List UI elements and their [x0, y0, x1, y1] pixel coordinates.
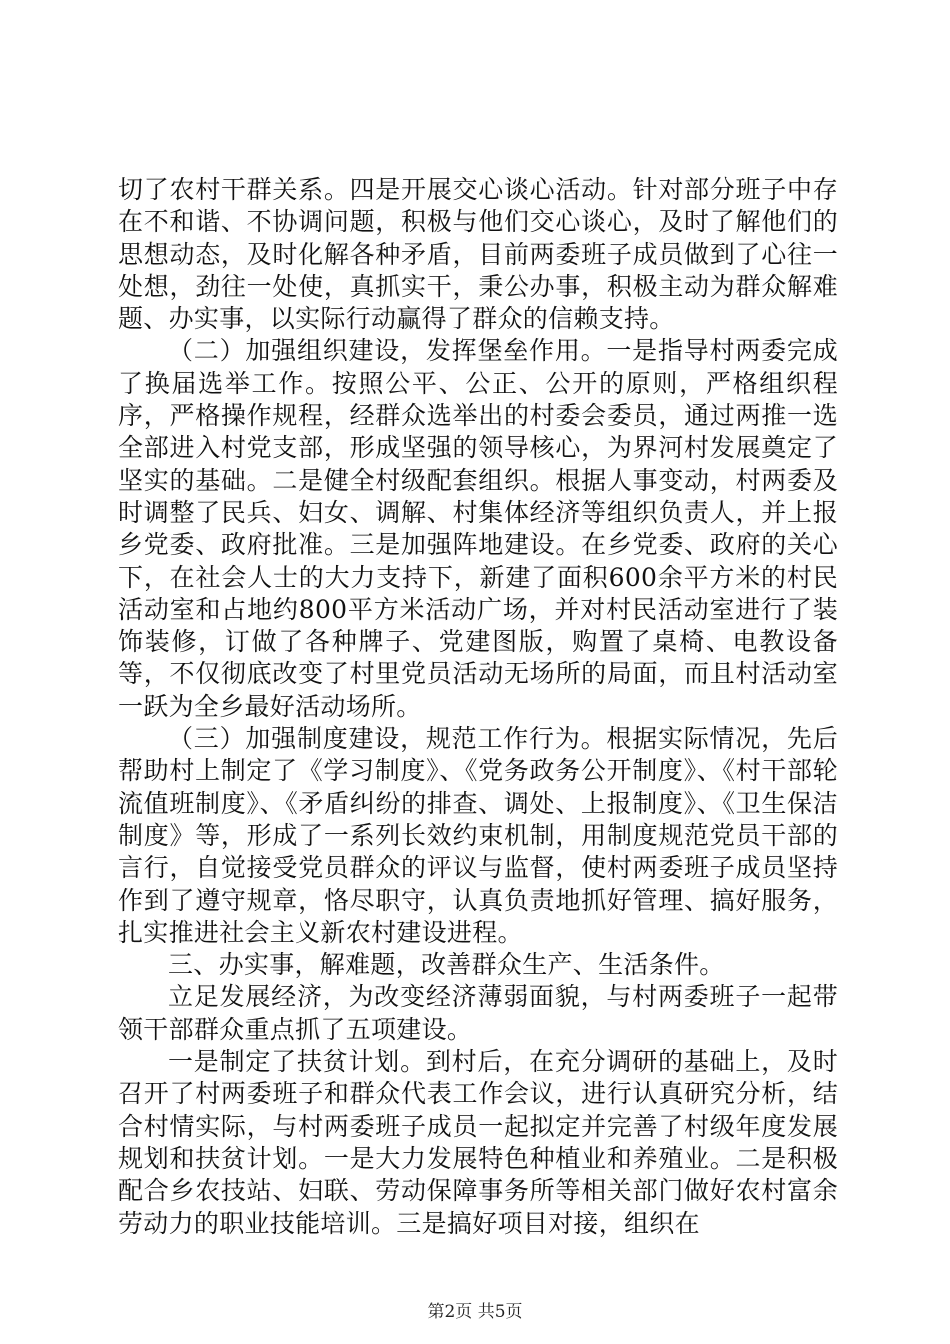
page-number-footer: 第2页 共5页 [427, 1302, 523, 1322]
document-body [118, 174, 838, 1240]
paragraph-4: 三、办实事，解难题，改善群众生产、生活条件。 [168, 950, 725, 980]
paragraph-1: 切了农村干群关系。四是开展交心谈心活动。针对部分班子中存在不和谐、不协调问题，积极与他们交心谈心，及时了解他们的思想动态，及时化解各种矛盾，目前两委班子成员做到了心往一处想，劲往一处使，真抓实干，秉公办事，积极主动为群众解难题、办实事，以实际行动赢得了群众的信赖支持。 [118, 175, 838, 334]
paragraph-6: 一是制定了扶贫计划。到村后，在充分调研的基础上，及时召开了村两委班子和群众代表工作会议，进行认真研究分析，结合村情实际，与村两委班子成员一起拟定并完善了村级年度发展规划和扶贫计划。一是大力发展特色种植业和养殖业。二是积极配合乡农技站、妇联、劳动保障事务所等相关部门做好农村富余劳动力的职业技能培训。三是搞好项目对接，组织在 [118, 1047, 838, 1238]
paragraph-2: （二）加强组织建设，发挥堡垒作用。一是指导村两委完成了换届选举工作。按照公平、公正、公开的原则，严格组织程序，严格操作规程，经群众选举出的村委会委员，通过两推一选全部进入村党支部，形成坚强的领导核心，为界河村发展奠定了坚实的基础。二是健全村级配套组织。根据人事变动，村两委及时调整了民兵、妇女、调解、村集体经济等组织负责人，并上报乡党委、政府批准。三是加强阵地建设。在乡党委、政府的关心下，在社会人士的大力支持下，新建了面积600余平方米的村民活动室和占地约800平方米活动广场，并对村民活动室进行了装饰装修，订做了各种牌子、党建图版，购置了桌椅、电教设备等，不仅彻底改变了村里党员活动无场所的局面，而且村活动室一跃为全乡最好活动场所。 [118, 336, 838, 721]
paragraph-5: 立足发展经济，为改变经济薄弱面貌，与村两委班子一起带领干部群众重点抓了五项建设。 [118, 982, 838, 1044]
paragraph-3: （三）加强制度建设，规范工作行为。根据实际情况，先后帮助村上制定了《学习制度》、《党务政务公开制度》、《村干部轮流值班制度》、《矛盾纠纷的排查、调处、上报制度》、《卫生保洁制度》等，形成了一系列长效约束机制，用制度规范党员干部的言行，自觉接受党员群众的评议与监督，使村两委班子成员坚持作到了遵守规章，恪尽职守，认真负责地抓好管理、搞好服务，扎实推进社会主义新农村建设进程。 [118, 724, 838, 947]
